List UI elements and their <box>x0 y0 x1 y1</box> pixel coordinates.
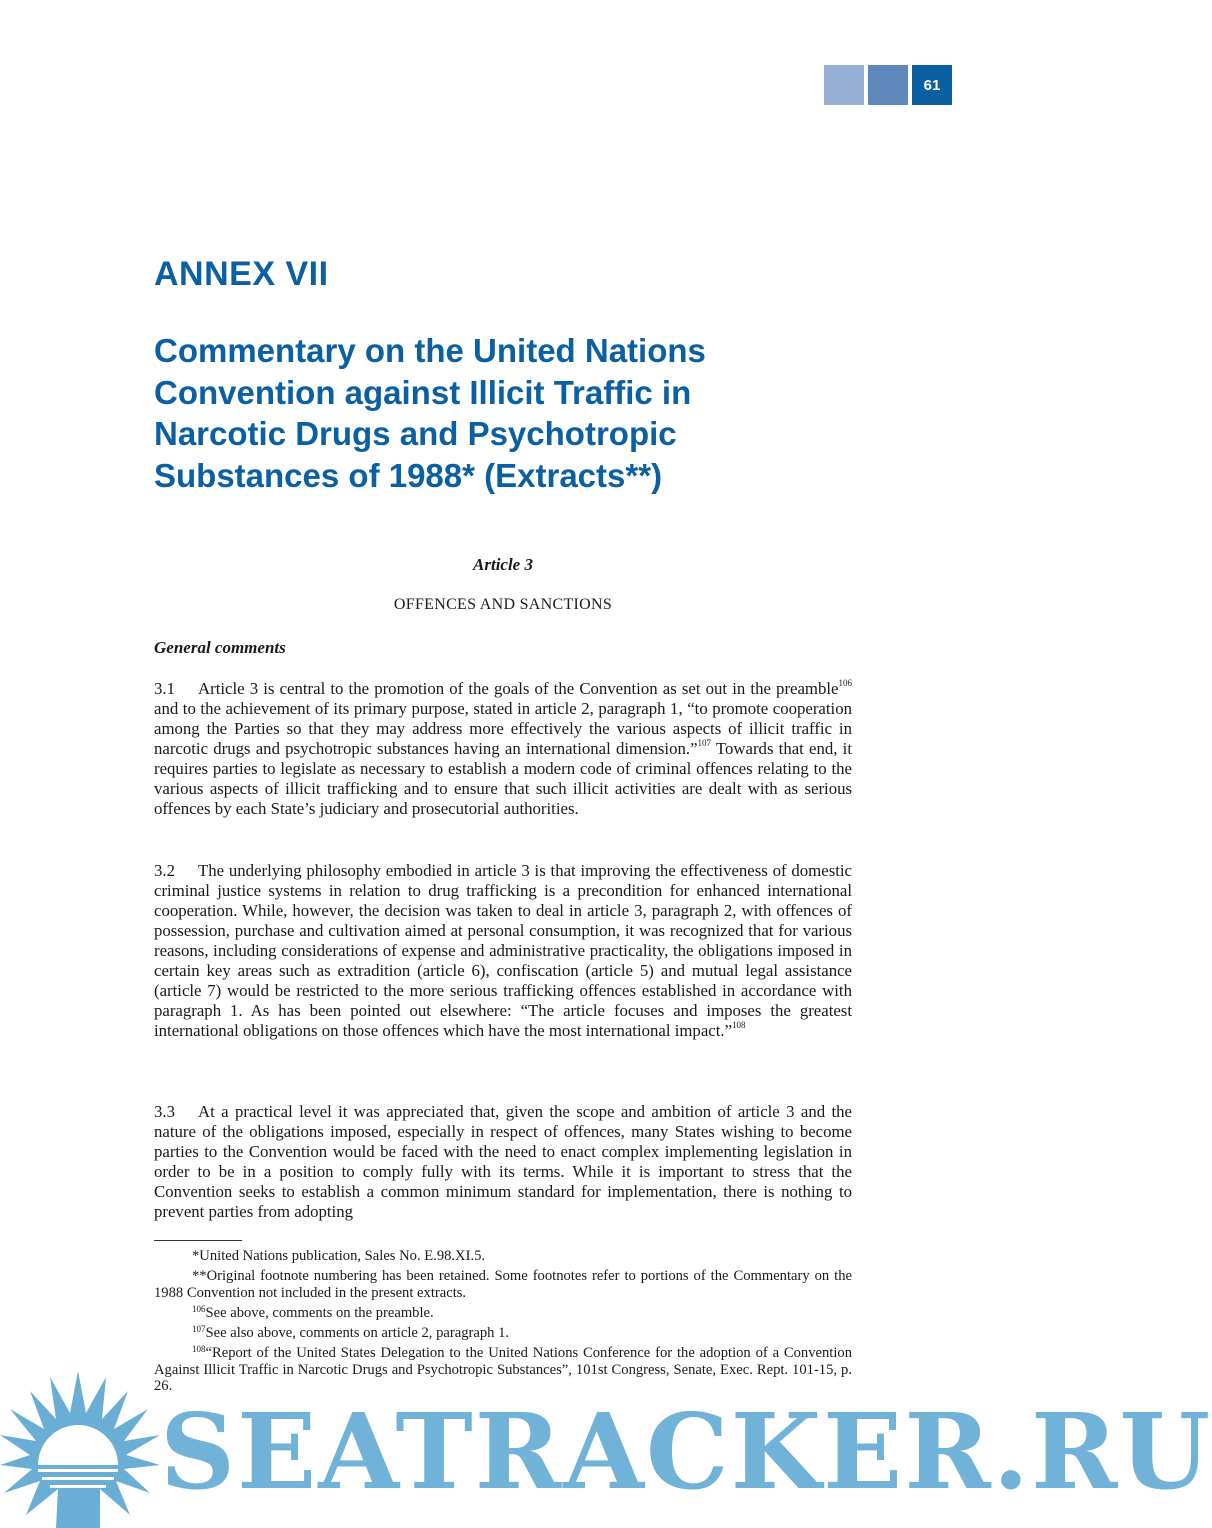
watermark-text: SEATRACKER.RU <box>160 1390 1212 1513</box>
footnote-text: United Nations publication, Sales No. E.98.XI.5. <box>199 1248 486 1264</box>
footnote-mark: ** <box>192 1268 207 1284</box>
footnote-ref: 106 <box>838 678 852 688</box>
annex-label: ANNEX VII <box>154 255 329 293</box>
paragraph-number: 3.3 <box>154 1102 175 1121</box>
page-tabs <box>824 65 952 105</box>
paragraph-text: and to the achievement of its primary purpose, stated in article 2, paragraph 1, “to promote cooperation among the Parties so that they may address more effectively the various aspects of illicit traffic in narcotic drugs and psychotropic substances having an international dimension.” <box>154 699 852 758</box>
footnote-mark: * <box>192 1248 200 1264</box>
paragraph-3-1 <box>154 679 852 819</box>
footnote <box>154 1248 852 1265</box>
footnote <box>154 1305 852 1322</box>
paragraph-3-3 <box>154 1102 852 1222</box>
article-heading: Article 3 <box>473 555 533 574</box>
title-line: Substances of 1988* (Extracts**) <box>154 456 663 494</box>
footnote-mark: 108 <box>192 1344 206 1354</box>
tab-mid <box>868 65 908 105</box>
tab-light <box>824 65 864 105</box>
footnote <box>154 1268 852 1301</box>
title-line: Commentary on the United Nations <box>154 332 706 369</box>
paragraph-text: At a practical level it was appreciated that, given the scope and ambition of article 3 and the nature of the obligations imposed, especially in respect of offences, many States wishing to become parties to the Convention would be faced with the need to enact complex implementing legislation in order to be in a position to comply fully with its terms. While it is important to stress that the Convention seeks to establish a common minimum standard for implementation, there is nothing to prevent parties from adopting <box>154 1102 852 1221</box>
page-title <box>154 330 854 496</box>
title-line: Narcotic Drugs and Psychotropic <box>154 415 677 452</box>
subheading: General comments <box>154 638 286 657</box>
paragraph-3-2 <box>154 861 852 1041</box>
footnote-ref: 107 <box>697 738 712 748</box>
paragraph-number: 3.2 <box>154 861 175 880</box>
footnote-text: “Report of the United States Delegation to the United Nations Conference for the adoption of a Convention Against Illicit Traffic in Narcotic Drugs and Psychotropic Substances”, 101st Congress, Senate, Exec. Rept. 101-15, p. 26. <box>154 1345 852 1394</box>
footnote-divider <box>154 1240 242 1241</box>
paragraph-text: The underlying philosophy embodied in article 3 is that improving the effectiveness of domestic criminal justice systems in relation to drug trafficking is a precondition for enhanced international cooperation. While, however, the decision was taken to deal in article 3, paragraph 2, with offences of possession, purchase and cultivation aimed at personal consumption, it was recognized that for various reasons, including considerations of expense and administrative practicality, the obligations imposed in certain key areas such as extradition (article 6), confiscation (article 5) and mutual legal assistance (article 7) would be restricted to the more serious trafficking offences established in accordance with paragraph 1. As has been pointed out elsewhere: “The article focuses and imposes the greatest international obligations on those offences which have the most international impact.” <box>154 861 852 1040</box>
paragraph-text: Towards that end, it requires parties to legislate as necessary to establish a modern code of criminal offences relating to the various aspects of illicit trafficking and to ensure that such illicit activities are dealt with as serious offences by each State’s judiciary and prosecutorial authorities. <box>154 739 852 818</box>
footnote-mark: 107 <box>192 1324 206 1334</box>
footnote-text: See also above, comments on article 2, paragraph 1. <box>205 1325 510 1341</box>
footnote-text: See above, comments on the preamble. <box>205 1305 434 1321</box>
title-line: Convention against Illicit Traffic in <box>154 373 692 411</box>
footnote <box>154 1325 852 1342</box>
paragraph-number: 3.1 <box>154 679 175 698</box>
footnote-text: Original footnote numbering has been retained. Some footnotes refer to portions of the Commentary on the 1988 Convention not included in the present extracts. <box>154 1268 852 1301</box>
footnote-mark: 106 <box>192 1304 206 1314</box>
page-number: 61 <box>912 65 952 105</box>
footnote-ref: 108 <box>732 1020 746 1030</box>
section-heading: OFFENCES AND SANCTIONS <box>393 596 613 613</box>
paragraph-text: Article 3 is central to the promotion of the goals of the Convention as set out in the preamble <box>198 679 839 698</box>
